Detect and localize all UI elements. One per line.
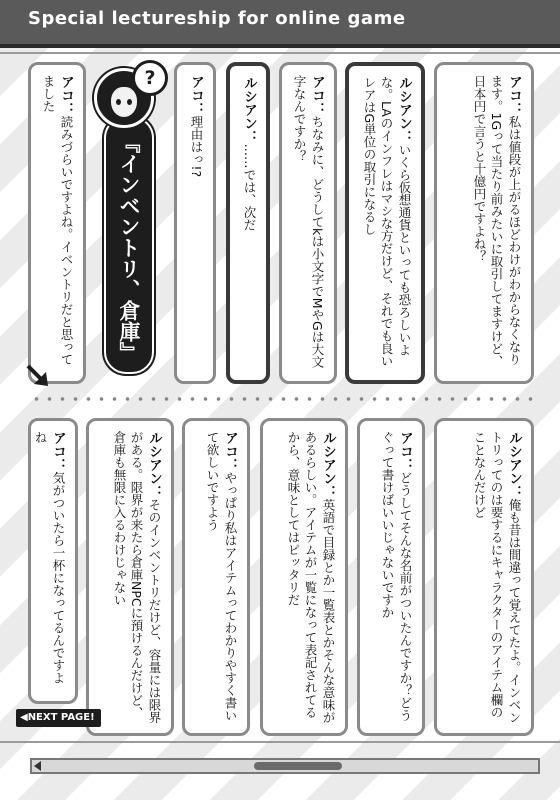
question-mark-icon: ? <box>132 60 168 96</box>
dialogue-text: アコ：気がついたら一杯になってるんですよね <box>33 431 66 684</box>
dialogue-text: アコ：私は値段が上がるほどわけがわからなくなります。1Gって当たり前みたいに取引してますけど、日本円で言うと十億円ですよね？ <box>472 75 522 368</box>
header-rule <box>0 52 560 54</box>
avatar-eye <box>127 99 132 105</box>
dialogue-text: ルシアン：……では、次だ <box>241 76 257 231</box>
dialogue-text: ルシアン：いくら仮想通貨といっても恐ろしいよな。LAのインフレはマシな方だけど、それでも良いレアはG単位の取引になるし <box>362 76 412 367</box>
horizontal-scrollbar[interactable] <box>30 758 540 774</box>
dialogue-text: アコ：ちなみに、どうしてkは小文字でMやGは大文字なんですか？ <box>292 75 325 369</box>
dialogue-text: ルシアン：俺も昔は間違って覚えてたよ。インベントリってのは要するにキャラクターのアイテム欄のことなんだけど <box>472 431 522 724</box>
page-title: Special lectureship for online game <box>28 8 406 29</box>
footer-rule <box>0 741 560 743</box>
section-title: 『インベントリ、倉庫』 <box>117 132 141 363</box>
section-title-box <box>104 116 154 374</box>
dialogue-panel <box>279 62 337 384</box>
section-divider <box>30 397 540 401</box>
dialogue-panel <box>260 418 348 736</box>
dialogue-panel <box>28 62 86 384</box>
dialogue-panel <box>174 62 216 384</box>
dialogue-text: アコ：どうしてそんな名前がついたんですか？どうぐって書けばいいじゃないですか <box>380 431 413 722</box>
avatar-face <box>111 87 137 117</box>
dialogue-text: アコ：やっぱり私はアイテムってわかりやすく書いて欲しいですよう <box>205 431 238 722</box>
dialogue-text: ルシアン：そのインベントリだけど、容量には限界がある。限界が来たら倉庫NPCに預けるんだけど、倉庫も無限に入るわけじゃない <box>112 431 162 724</box>
dialogue-text: アコ：理由はっ!? <box>188 75 204 178</box>
dialogue-text: ルシアン：英語で目録とか一覧表とかそんな意味があるらしい。アイテムが一覧になって表記されてるから、意味としてはピッタリだ <box>286 431 336 724</box>
scroll-thumb[interactable] <box>254 762 342 770</box>
dialogue-panel <box>434 62 534 384</box>
dialogue-panel <box>357 418 425 736</box>
scroll-left-icon[interactable] <box>34 761 41 771</box>
dialogue-panel <box>226 62 270 384</box>
dialogue-panel <box>28 418 78 704</box>
dialogue-panel <box>434 418 534 736</box>
dialogue-panel <box>182 418 250 736</box>
next-page-button[interactable]: ◀NEXT PAGE! <box>16 709 101 727</box>
dialogue-panel <box>345 62 425 384</box>
dialogue-text: アコ：読みづらいですよね。イベントリだと思ってました <box>41 75 74 366</box>
header-bar <box>0 0 560 48</box>
avatar-eye <box>116 99 121 105</box>
dialogue-panel <box>86 418 174 736</box>
arrow-down-right-icon <box>24 362 52 390</box>
